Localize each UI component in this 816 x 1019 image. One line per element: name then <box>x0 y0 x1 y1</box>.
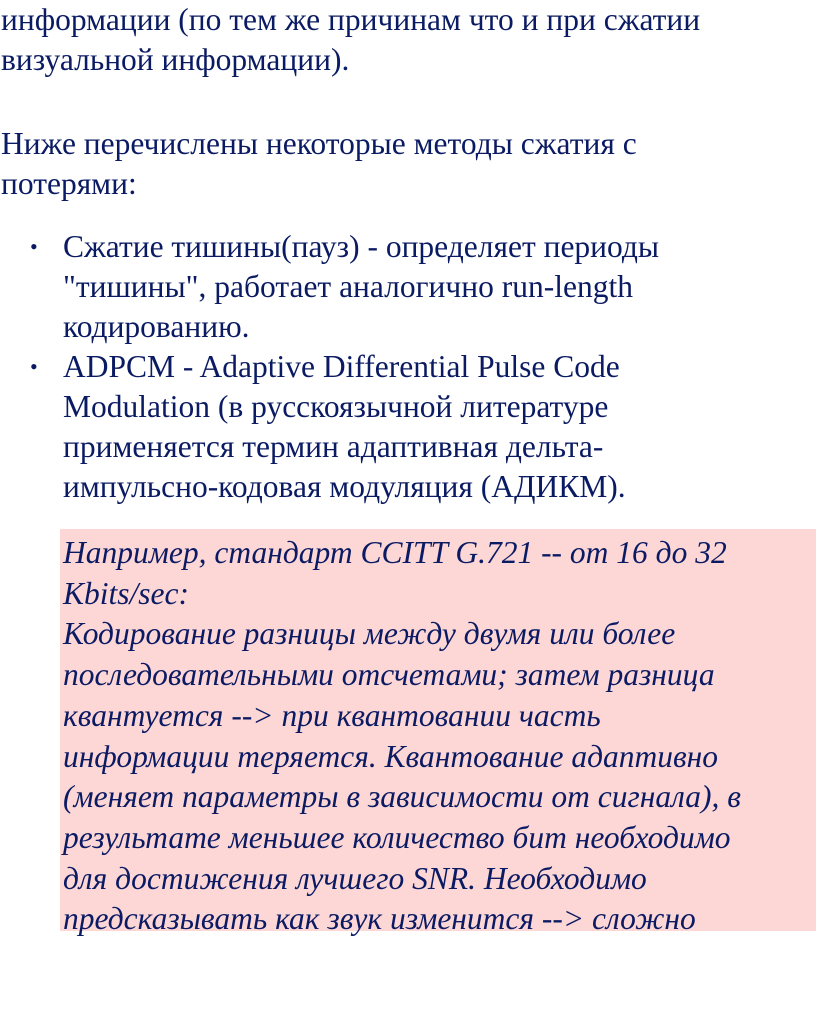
bullet-icon: • <box>30 354 38 379</box>
list-item-2-line-4: импульсно-кодовая модуляция (АДИКМ). <box>63 469 626 504</box>
highlight-line-3: Кодирование разницы между двумя или более <box>63 616 676 652</box>
intro-paragraph <box>1 0 801 79</box>
list-item-1-line-1: Сжатие тишины(пауз) - определяет периоды <box>63 229 660 264</box>
methods-list <box>0 227 816 507</box>
methods-intro-paragraph <box>1 124 801 203</box>
highlight-line-7: (меняет параметры в зависимости от сигнала), в <box>63 779 741 815</box>
list-item-2-line-3: применяется термин адаптивная дельта- <box>63 429 604 464</box>
list-item-2-line-1: ADPCM - Adaptive Differential Pulse Code <box>63 349 620 384</box>
list-item-1-line-2: "тишины", работает аналогично run-length <box>63 269 633 304</box>
list-item-silence-compression <box>0 227 816 347</box>
list-item-adpcm <box>0 347 816 507</box>
highlight-line-1: Например, стандарт CCITT G.721 -- от 16 до 32 <box>63 535 727 570</box>
highlight-line-2: Kbits/sec: <box>63 575 189 611</box>
methods-intro-line-1: Ниже перечислены некоторые методы сжатия с <box>1 126 637 161</box>
highlight-line-9: для достижения лучшего SNR. Необходимо <box>63 860 647 896</box>
highlight-line-10: предсказывать как звук изменится --> сложно <box>63 901 696 937</box>
list-item-2-line-2: Modulation (в русскоязычной литературе <box>63 389 609 424</box>
example-highlight-text <box>63 533 816 940</box>
list-item-1-line-3: кодированию. <box>63 309 250 344</box>
highlight-line-4: последовательными отсчетами; затем разница <box>63 657 715 693</box>
intro-line-2: визуальной информации). <box>1 41 350 77</box>
intro-line-1: информации (по тем же причинам что и при сжатии <box>1 2 701 37</box>
methods-intro-line-2: потерями: <box>1 165 137 201</box>
highlight-line-6: информации теряется. Квантование адаптивно <box>63 738 719 774</box>
highlight-line-5: квантуется --> при квантовании часть <box>63 697 601 733</box>
bullet-icon: • <box>30 234 38 259</box>
highlight-line-8: результате меньшее количество бит необходимо <box>63 819 731 855</box>
